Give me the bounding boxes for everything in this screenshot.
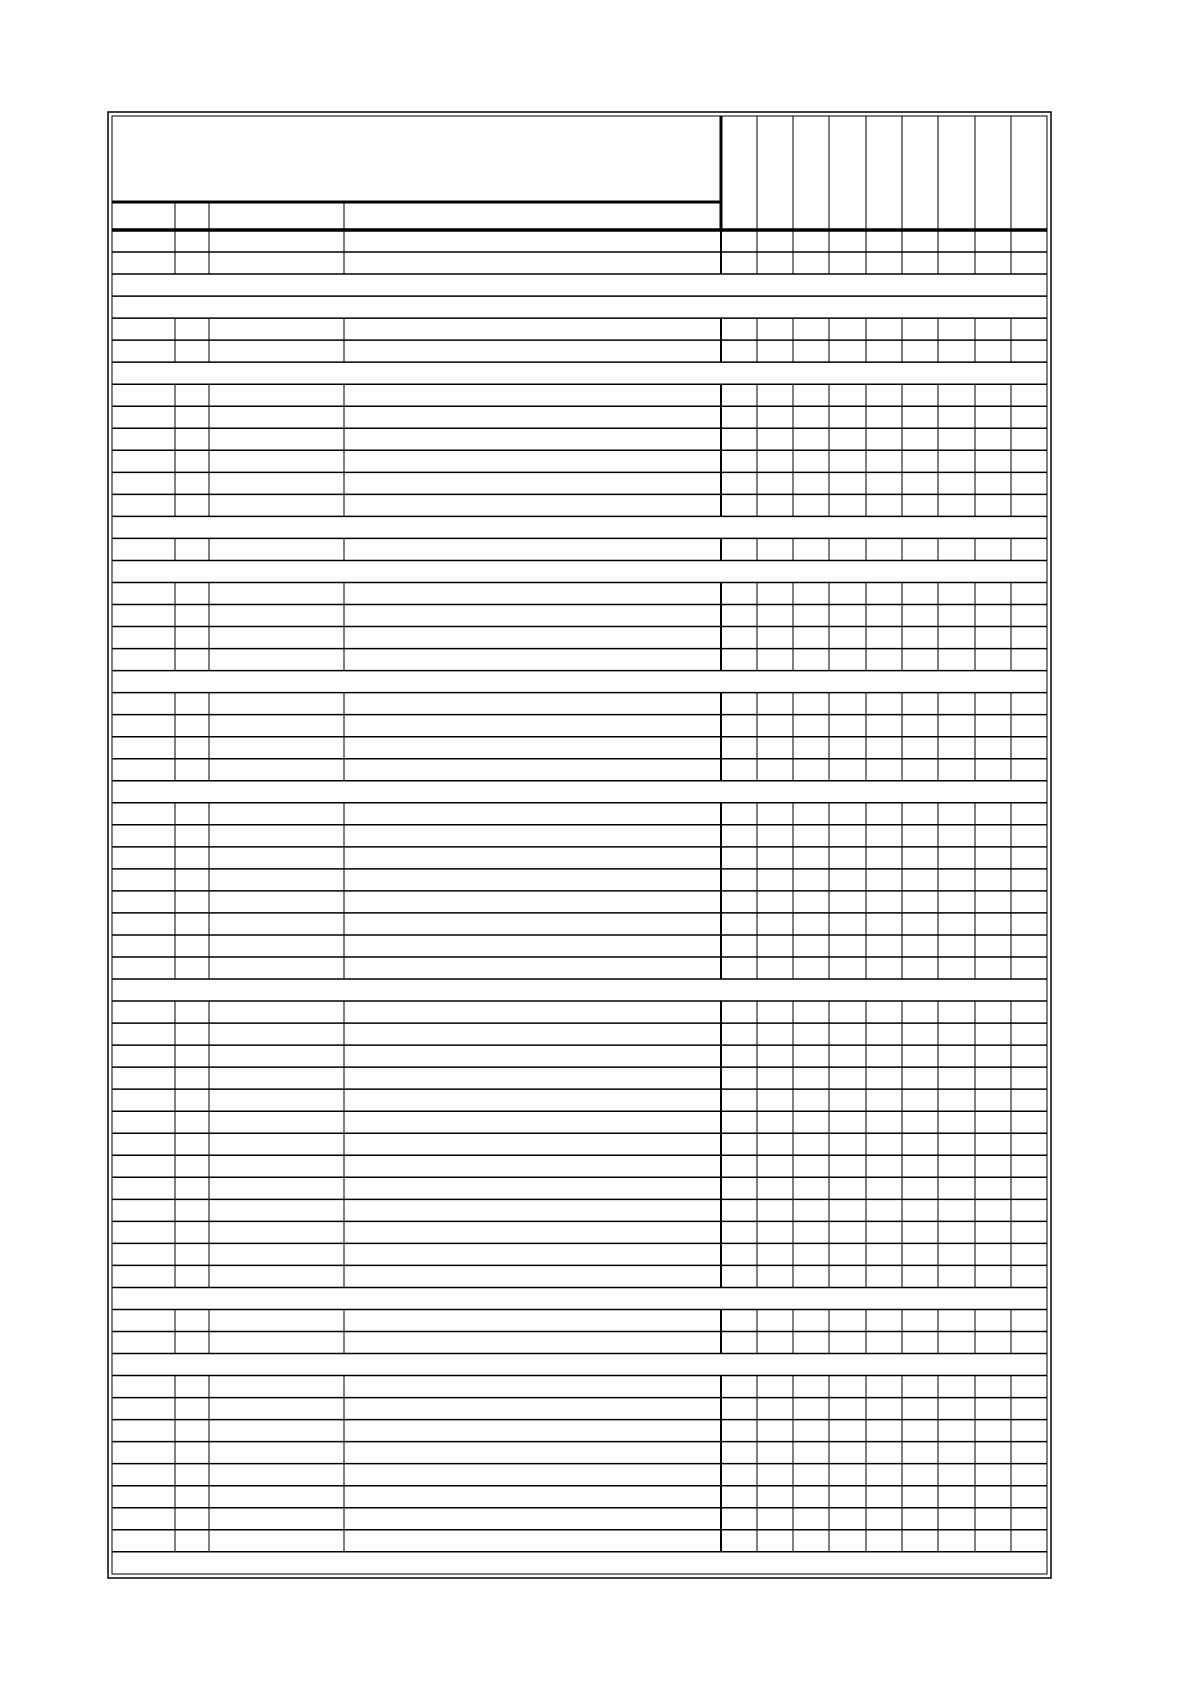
table-row (112, 1067, 1047, 1089)
table-row (112, 1023, 1047, 1045)
form-body (112, 230, 1047, 1552)
table-row (112, 1111, 1047, 1133)
table-row (112, 230, 1047, 252)
table-row (112, 847, 1047, 869)
table-row (112, 538, 1047, 560)
table-row (112, 1265, 1047, 1287)
table-row (112, 252, 1047, 274)
table-row (112, 1464, 1047, 1486)
table-row (112, 1376, 1047, 1398)
table-row (112, 737, 1047, 759)
table-row (112, 1221, 1047, 1243)
table-row (112, 472, 1047, 494)
table-row (112, 406, 1047, 428)
table-row (112, 1530, 1047, 1552)
table-row (112, 891, 1047, 913)
table-row (112, 1243, 1047, 1265)
table-row (112, 1133, 1047, 1155)
table-row (112, 1155, 1047, 1177)
table-row (112, 1089, 1047, 1111)
table-row (112, 627, 1047, 649)
table-row (112, 715, 1047, 737)
table-row (112, 1442, 1047, 1464)
table-row (112, 340, 1047, 362)
table-row (112, 605, 1047, 627)
table-row (112, 1177, 1047, 1199)
table-row (112, 913, 1047, 935)
table-row (112, 935, 1047, 957)
table-row (112, 803, 1047, 825)
table-row (112, 957, 1047, 979)
table-row (112, 450, 1047, 472)
table-row (112, 1332, 1047, 1354)
table-row (112, 428, 1047, 450)
table-row (112, 649, 1047, 671)
table-row (112, 1486, 1047, 1508)
table-row (112, 825, 1047, 847)
table-row (112, 494, 1047, 516)
table-row (112, 1508, 1047, 1530)
table-row (112, 1045, 1047, 1067)
table-row (112, 582, 1047, 604)
table-row (112, 759, 1047, 781)
table-row (112, 1398, 1047, 1420)
form-inner-border (112, 116, 1047, 1574)
table-row (112, 1420, 1047, 1442)
table-row (112, 1199, 1047, 1221)
table-row (112, 1001, 1047, 1023)
table-row (112, 869, 1047, 891)
table-row (112, 1309, 1047, 1331)
table-row (112, 384, 1047, 406)
form-outer-border (108, 112, 1051, 1578)
form-header (112, 116, 1047, 230)
table-row (112, 693, 1047, 715)
table-row (112, 318, 1047, 340)
